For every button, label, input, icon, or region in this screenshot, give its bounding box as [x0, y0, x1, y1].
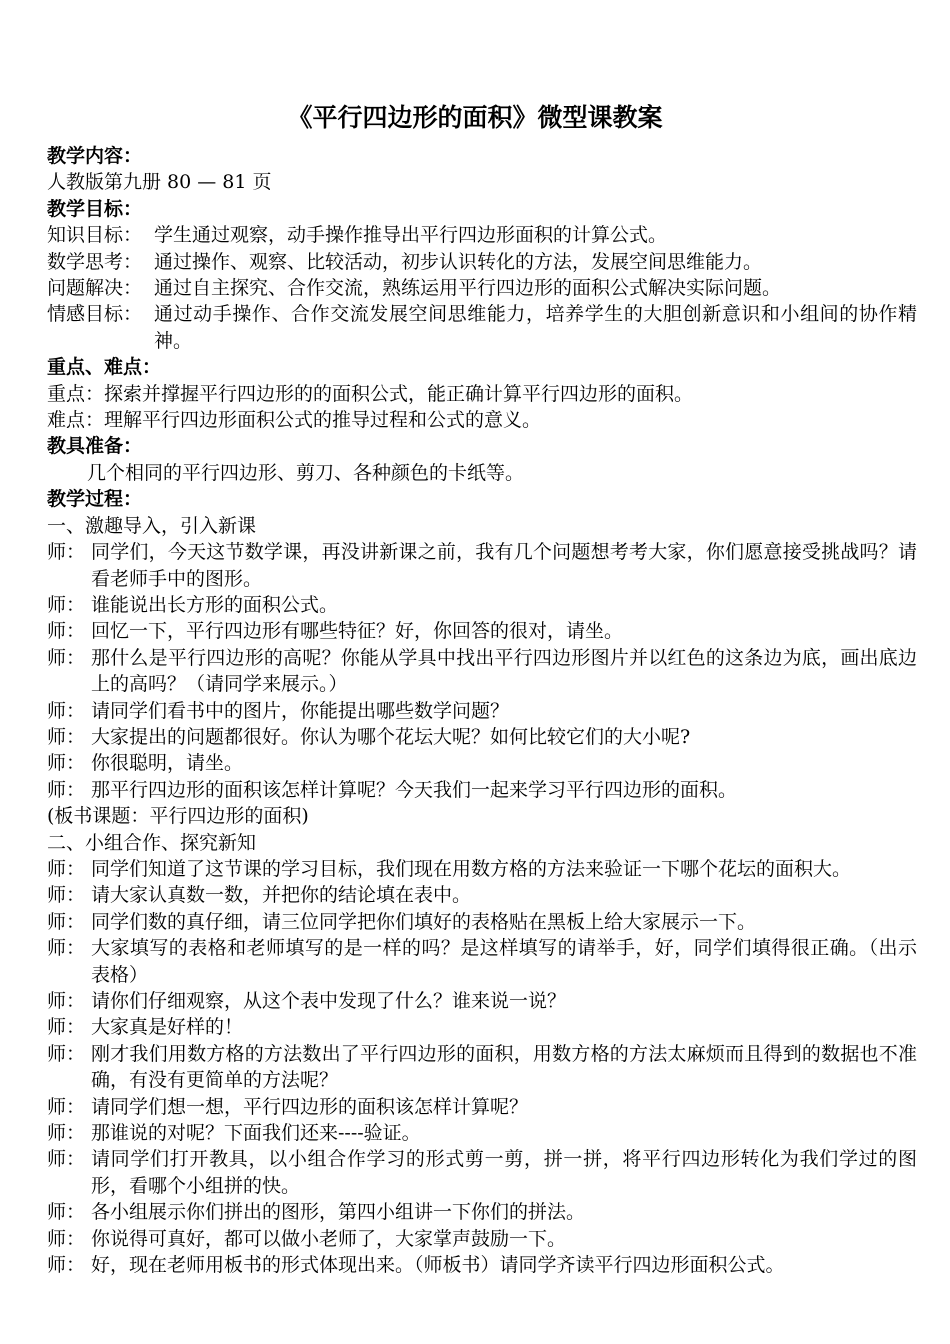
teacher-line-text: 大家真是好样的！ — [91, 1016, 244, 1039]
goal-item-text: 通过自主探究、合作交流，熟练运用平行四边形的面积公式解决实际问题。 — [154, 277, 782, 300]
goal-item — [47, 249, 917, 275]
teacher-line-label: 师： — [47, 1122, 86, 1145]
goal-item-label: 数学思考： — [47, 250, 143, 273]
goal-item-label: 情感目标： — [47, 303, 143, 326]
teacher-line-text: 大家填写的表格和老师填写的是一样的吗？是这样填写的请举手，好，同学们填得很正确。（出示表格） — [91, 937, 917, 986]
goal-item-label: 问题解决： — [47, 277, 143, 300]
teacher-line-label: 师： — [47, 1042, 86, 1065]
key-point-item: 重点：探索并撑握平行四边形的的面积公式，能正确计算平行四边形的面积。 — [47, 382, 694, 405]
section-title-1: 一、激趣导入，引入新课 — [47, 514, 257, 537]
teacher-line — [47, 988, 917, 1014]
section-1-dialogue — [47, 539, 917, 803]
teacher-line — [47, 935, 917, 988]
goal-item-text: 学生通过观察，动手操作推导出平行四边形面积的计算公式。 — [154, 224, 668, 247]
teacher-line — [47, 539, 917, 592]
teacher-line-text: 回忆一下，平行四边形有哪些特征？好，你回答的很对，请坐。 — [91, 620, 624, 643]
document-body — [47, 143, 917, 1278]
teacher-line-text: 大家提出的问题都很好。你认为哪个花坛大呢？如何比较它们的大小呢? — [91, 725, 691, 748]
teacher-line-label: 师： — [47, 1201, 86, 1224]
goals-list — [47, 222, 917, 354]
teacher-line-label: 师： — [47, 1254, 86, 1277]
goal-item — [47, 222, 917, 248]
teacher-line — [47, 1120, 917, 1146]
goal-item — [47, 301, 917, 354]
teacher-line-label: 师： — [47, 593, 86, 616]
teacher-line-text: 请同学们看书中的图片，你能提出哪些数学问题？ — [91, 699, 510, 722]
heading-process: 教学过程： — [47, 488, 143, 511]
page-title: 《平行四边形的面积》微型课教案 — [287, 103, 663, 132]
teacher-line — [47, 909, 917, 935]
teacher-line — [47, 1094, 917, 1120]
teacher-line — [47, 856, 917, 882]
teacher-line-label: 师： — [47, 937, 86, 960]
teacher-line-label: 师： — [47, 990, 86, 1012]
teacher-line-text: 请同学们打开教具，以小组合作学习的形式剪一剪，拼一拼，将平行四边形转化为我们学过的图形，看哪个小组拼的快。 — [91, 1148, 917, 1197]
teacher-line — [47, 724, 917, 750]
teacher-line-text: 同学们知道了这节课的学习目标，我们现在用数方格的方法来验证一下哪个花坛的面积大。 — [91, 857, 852, 880]
teacher-line — [47, 1014, 917, 1040]
teacher-line-text: 各小组展示你们拼出的图形，第四小组讲一下你们的拼法。 — [91, 1201, 586, 1224]
teacher-line — [47, 645, 917, 698]
heading-tools: 教具准备： — [47, 435, 143, 458]
goal-item-text: 通过动手操作、合作交流发展空间思维能力，培养学生的大胆创新意识和小组间的协作精神。 — [154, 303, 917, 352]
teacher-line-label: 师： — [47, 857, 86, 880]
teacher-line-label: 师： — [47, 620, 86, 643]
teacher-line-label: 师： — [47, 1148, 86, 1171]
teacher-line-text: 同学们数的真仔细，请三位同学把你们填好的表格贴在黑板上给大家展示一下。 — [91, 910, 757, 933]
teacher-line-label: 师： — [47, 752, 86, 775]
key-points-list — [47, 381, 917, 434]
teacher-line-text: 那什么是平行四边形的高呢？你能从学具中找出平行四边形图片并以红色的这条边为底，画出底边上的高吗？（请同学来展示。） — [91, 646, 917, 696]
board-note: (板书课题：平行四边形的面积) — [47, 805, 309, 828]
teacher-line — [47, 1041, 917, 1094]
teacher-line-text: 请你们仔细观察，从这个表中发现了什么？谁来说一说？ — [91, 990, 567, 1012]
teacher-line-text: 请同学们想一想，平行四边形的面积该怎样计算呢？ — [91, 1095, 529, 1118]
goal-item — [47, 275, 917, 301]
teacher-line-text: 你很聪明，请坐。 — [91, 752, 244, 775]
section-2-dialogue — [47, 856, 917, 1279]
teacher-line — [47, 1252, 917, 1278]
teacher-line-label: 师： — [47, 1095, 86, 1118]
teacher-line — [47, 750, 917, 776]
teacher-line — [47, 777, 917, 803]
teacher-line-label: 师： — [47, 778, 86, 801]
teacher-line — [47, 1226, 917, 1252]
teacher-line-text: 那平行四边形的面积该怎样计算呢？今天我们一起来学习平行四边形的面积。 — [91, 778, 738, 801]
teacher-line-label: 师： — [47, 541, 86, 564]
teacher-line-label: 师： — [47, 699, 86, 722]
teacher-line-text: 你说得可真好，都可以做小老师了，大家掌声鼓励一下。 — [91, 1227, 567, 1250]
teacher-line-text: 刚才我们用数方格的方法数出了平行四边形的面积，用数方格的方法太麻烦而且得到的数据也不准确，有没有更简单的方法呢？ — [91, 1042, 917, 1092]
teacher-line-text: 请大家认真数一数，并把你的结论填在表中。 — [91, 884, 472, 907]
teacher-line-text: 谁能说出长方形的面积公式。 — [91, 593, 339, 616]
teacher-line — [47, 882, 917, 908]
teacher-line-label: 师： — [47, 725, 86, 748]
teacher-line — [47, 618, 917, 644]
goal-item-text: 通过操作、观察、比较活动，初步认识转化的方法，发展空间思维能力。 — [154, 250, 763, 273]
teacher-line-text: 同学们，今天这节数学课，再没讲新课之前，我有几个问题想考考大家，你们愿意接受挑战吗？请看老师手中的图形。 — [91, 541, 917, 590]
tools-text: 几个相同的平行四边形、剪刀、各种颜色的卡纸等。 — [87, 461, 525, 484]
teacher-line-label: 师： — [47, 1227, 86, 1250]
teacher-line-label: 师： — [47, 884, 86, 907]
teacher-line — [47, 1146, 917, 1199]
teacher-line-label: 师： — [47, 1016, 86, 1039]
key-point-item: 难点：理解平行四边形面积公式的推导过程和公式的意义。 — [47, 409, 542, 432]
teacher-line — [47, 1199, 917, 1225]
content-text: 人教版第九册 80 — 81 页 — [47, 171, 272, 194]
teacher-line-text: 那谁说的对呢？下面我们还来----验证。 — [91, 1122, 421, 1145]
section-title-2: 二、小组合作、探究新知 — [47, 831, 257, 854]
heading-goals: 教学目标： — [47, 197, 143, 220]
goal-item-label: 知识目标： — [47, 224, 143, 247]
teacher-line — [47, 698, 917, 724]
teacher-line-text: 好，现在老师用板书的形式体现出来。（师板书）请同学齐读平行四边形面积公式。 — [91, 1254, 785, 1277]
heading-content: 教学内容： — [47, 145, 143, 167]
teacher-line-label: 师： — [47, 910, 86, 933]
teacher-line — [47, 592, 917, 618]
heading-key-points: 重点、难点： — [47, 356, 162, 379]
teacher-line-label: 师： — [47, 646, 86, 669]
